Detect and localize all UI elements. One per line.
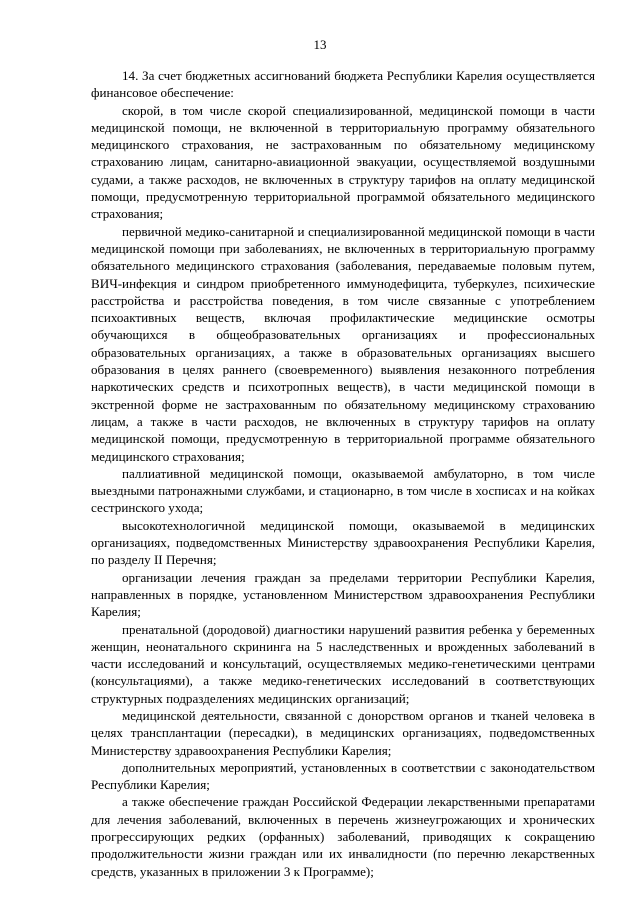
document-body [91, 67, 595, 880]
paragraph-additional-measures: дополнительных мероприятий, установленных в соответствии с законодательством Республики Карелия; [91, 759, 595, 793]
paragraph-orphan-drugs: а также обеспечение граждан Российской Федерации лекарственными препаратами для лечения заболеваний, включенных в перечень жизнеугрожающих и хронических прогрессирующих редких (орфанных) заболеваний, приводящих к сокращению продолжительности жизни граждан или их инвалидности (по перечню лекарственных средств, указанных в приложении 3 к Программе); [91, 794, 595, 879]
paragraph-palliative-care: паллиативной медицинской помощи, оказываемой амбулаторно, в том числе выездными патронажными службами, и стационарно, в том числе в хосписах и на койках сестринского ухода; [91, 465, 595, 516]
paragraph-prenatal-diagnostics: пренатальной (дородовой) диагностики нарушений развития ребенка у беременных женщин, неонатального скрининга на 5 наследственных и врожденных заболеваний в части исследований и консультаций, осуществляемых медико-генетическими центрами (консультациями), а также медико-генетических исследований в соответствующих структурных подразделениях медицинских организаций; [91, 621, 595, 706]
paragraph-treatment-outside-region: организации лечения граждан за пределами территории Республики Карелия, направленных в порядке, установленном Министерством здравоохранения Республики Карелия; [91, 569, 595, 620]
paragraph-organ-donation: медицинской деятельности, связанной с донорством органов и тканей человека в целях трансплантации (пересадки), в медицинских организациях, подведомственных Министерству здравоохранения Республики Карелия; [91, 707, 595, 758]
page-number: 13 [313, 37, 327, 52]
paragraph-primary-care: первичной медико-санитарной и специализированной медицинской помощи в части медицинской помощи при заболеваниях, не включенных в территориальную программу обязательного медицинского страхования (заболевания, передаваемые половым путем, ВИЧ-инфекция и синдром приобретенного иммунодефицита, туберкулез, психические расстройства и расстройства поведения, в том числе связанные с употреблением психоактивных веществ, включая профилактические медицинские осмотры обучающихся в общеобразовательных организациях и профессиональных образовательных организациях, а также в образовательных организациях высшего образования в целях раннего (своевременного) выявления незаконного потребления наркотических средств и психотропных веществ), в части медицинской помощи в экстренной форме не застрахованным по обязательному медицинскому страхованию лицам, а также в части расходов, не включенных в структуру тарифов на оплату медицинской помощи, предусмотренную в территориальной программе обязательного медицинского страхования; [91, 223, 595, 464]
paragraph-intro: 14. За счет бюджетных ассигнований бюджета Республики Карелия осуществляется финансовое обеспечение: [91, 68, 595, 101]
paragraph-high-tech-care: высокотехнологичной медицинской помощи, оказываемой в медицинских организациях, подведомственных Министерству здравоохранения Республики Карелия, по разделу II Перечня; [91, 517, 595, 568]
paragraph-emergency-care: скорой, в том числе скорой специализированной, медицинской помощи в части медицинской помощи, не включенной в территориальную программу обязательного медицинского страхования, не застрахованным по обязательному медицинскому страхованию лицам, санитарно-авиационной эвакуации, осуществляемой воздушными судами, а также расходов, не включенных в структуру тарифов на оплату медицинской помощи, предусмотренную территориальной программой обязательного медицинского страхования; [91, 102, 595, 222]
